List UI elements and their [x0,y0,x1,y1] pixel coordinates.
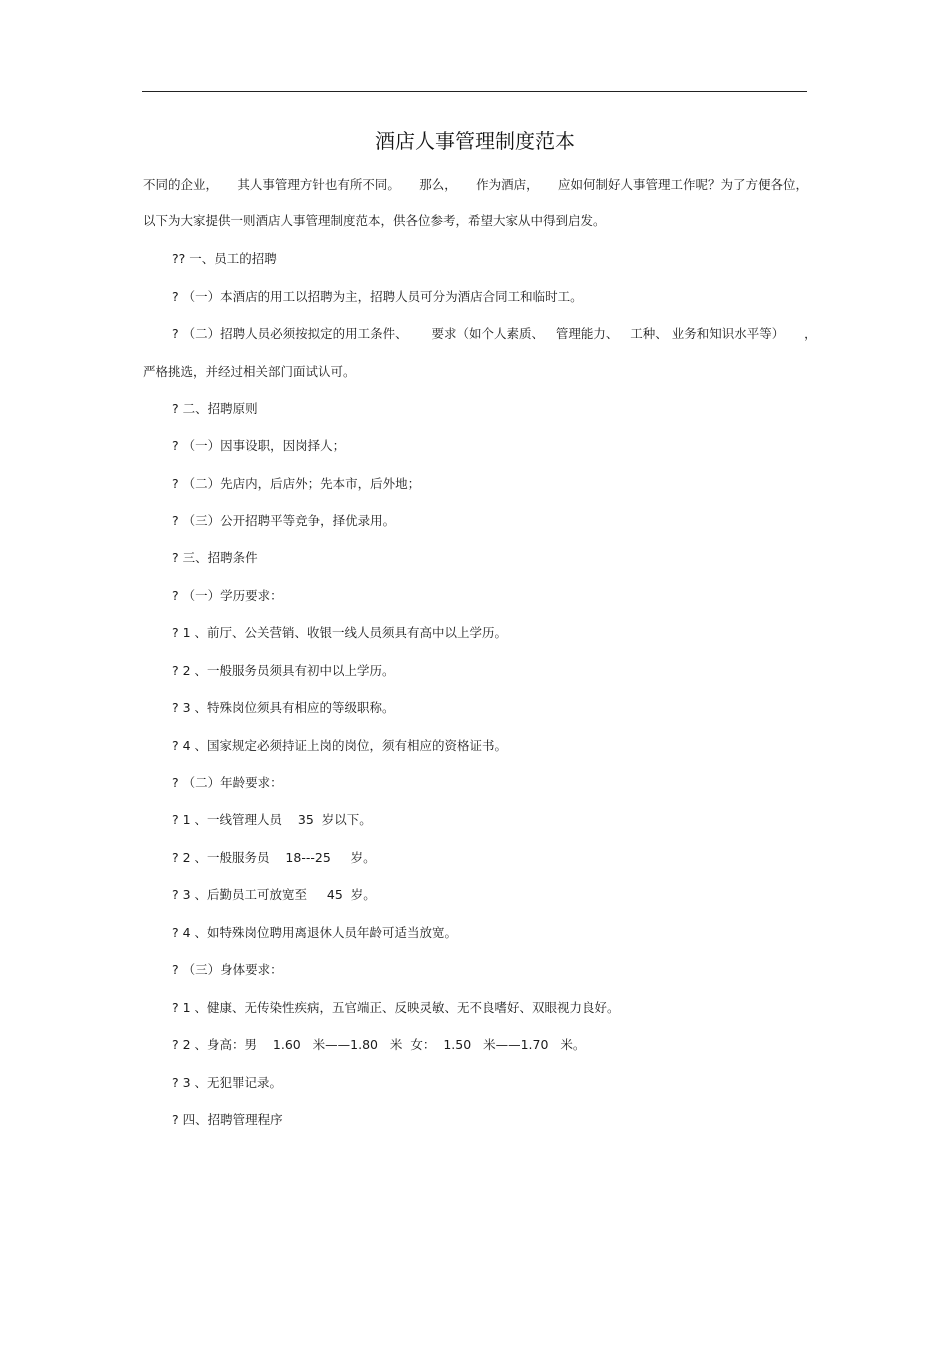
paragraph-line: ? （二）年龄要求： [172,775,283,790]
intro-line-1 [143,176,808,194]
intro-part: 那么， [419,177,457,192]
list-item: ? 2 、一般服务员 18---25 岁。 [172,850,376,865]
list-item: ? 2 、一般服务员须具有初中以上学历。 [172,663,395,678]
intro-line-2: 以下为大家提供一则酒店人事管理制度范本，供各位参考，希望大家从中得到启发。 [143,213,606,228]
list-item: ? 3 、特殊岗位须具有相应的等级职称。 [172,700,395,715]
list-item: ? 1 、前厅、公关营销、收银一线人员须具有高中以上学历。 [172,625,508,640]
header-rule [142,91,807,92]
paragraph-line: ? （三）身体要求： [172,962,283,977]
section-heading: ?? 一、员工的招聘 [172,251,277,266]
list-item: ? 1 、健康、无传染性疾病，五官端正、反映灵敏、无不良嗜好、双眼视力良好。 [172,1000,620,1015]
paragraph-line: ? （一）本酒店的用工以招聘为主，招聘人员可分为酒店合同工和临时工。 [172,289,583,304]
list-item: ? 3 、后勤员工可放宽至 45 岁。 [172,887,376,902]
list-item: ? 1 、一线管理人员 35 岁以下。 [172,812,372,827]
intro-part: 不同的企业， [143,177,219,192]
paragraph-line: ? （二）先店内，后店外；先本市，后外地； [172,476,421,491]
section-heading: ? 四、招聘管理程序 [172,1112,283,1127]
list-item: ? 4 、如特殊岗位聘用离退休人员年龄可适当放宽。 [172,925,458,940]
list-item: ? 2 、身高：男 1.60 米——1.80 米 女： 1.50 米——1.70 米。 [172,1037,586,1052]
intro-part: 作为酒店， [476,177,539,192]
paragraph-line: ? （一）因事设职，因岗择人； [172,438,346,453]
paragraph-line: ? （一）学历要求： [172,588,283,603]
section-heading: ? 三、招聘条件 [172,550,258,565]
list-item: ? 4 、国家规定必须持证上岗的岗位，须有相应的资格证书。 [172,738,508,753]
section-heading: ? 二、招聘原则 [172,401,258,416]
paragraph-line: ? （三）公开招聘平等竞争，择优录用。 [172,513,396,528]
intro-part: 应如何制好人事管理工作呢？为了方便各位， [557,177,808,192]
paragraph-line: 严格挑选，并经过相关部门面试认可。 [143,364,356,379]
paragraph-line: ? （二）招聘人员必须按拟定的用工条件、 要求（如个人素质、 管理能力、 工种、 业务和知识水平等） ， [172,326,817,341]
document-title: 酒店人事管理制度范本 [375,129,575,153]
list-item: ? 3 、无犯罪记录。 [172,1075,283,1090]
intro-part: 其人事管理方针也有所不同。 [237,177,400,192]
